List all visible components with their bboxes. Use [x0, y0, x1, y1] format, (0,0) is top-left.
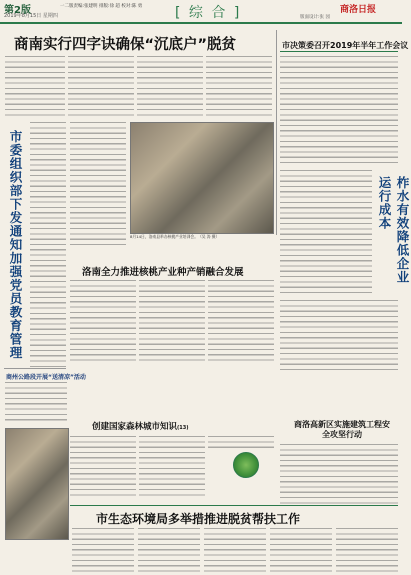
headline-a4: 柞水有效降低企业运行成本 — [377, 176, 410, 284]
body-a1-col1 — [5, 56, 65, 116]
bottom-divider — [70, 505, 398, 506]
body-a5-col2 — [139, 280, 205, 365]
body-a7-col2 — [139, 436, 205, 498]
body-a3-col2 — [70, 122, 126, 247]
body-a9-col1 — [72, 528, 134, 572]
headline-a5: 洛南全力推进核桃产业种产销融合发展 — [82, 267, 244, 278]
issue-date: 2019年8月15日 星期四 — [4, 13, 58, 19]
column-divider — [276, 30, 277, 235]
body-a4-col2 — [280, 300, 398, 370]
body-a3-col1 — [30, 122, 66, 367]
forest-city-logo — [233, 452, 259, 478]
body-a9-col4 — [270, 528, 332, 572]
headline-a2: 市决策委召开2019年半年工作会议 — [282, 41, 409, 50]
headline-a7: 创建国家森林城市知识(13) — [92, 422, 189, 432]
body-a8 — [280, 444, 398, 504]
masthead-logo: 商洛日报 — [340, 5, 377, 15]
section-divider — [4, 368, 66, 369]
section-title: [ 综 合 ] — [175, 5, 242, 21]
body-a9-col2 — [138, 528, 200, 572]
headline-underline — [280, 51, 398, 52]
body-a7-col1 — [70, 436, 136, 498]
headline-a3: 市委组织部下发通知加强党员教育管理 — [8, 130, 23, 360]
body-a1-col3 — [137, 56, 203, 116]
body-a9-col3 — [204, 528, 266, 572]
body-a5-col3 — [208, 280, 274, 365]
body-a2 — [280, 56, 398, 166]
body-a9-col5 — [336, 528, 398, 572]
body-a7-col3 — [208, 436, 274, 450]
headline-a6: 商州公路段开展“送清凉”活动 — [6, 374, 86, 381]
headline-a8: 商洛高新区实施建筑工程安全攻坚行动 — [294, 420, 390, 439]
news-photo — [130, 122, 274, 234]
photo-caption: 8月14日，洛南县举办核桃产业培训会。（吴 涛 摄） — [130, 234, 220, 239]
body-a1-col4 — [206, 56, 272, 116]
headline-a9: 市生态环境局多举措推进脱贫帮扶工作 — [96, 512, 301, 526]
headline-a1: 商南实行四字诀确保“沉底户”脱贫 — [14, 37, 237, 53]
page-number: 第2版 — [4, 5, 31, 16]
layout-credit: 版面设计:张 园 — [300, 15, 330, 20]
editor-credits: 一二版责编:张建明 排版:徐 超 校对:陈 勇 — [60, 4, 143, 9]
body-a4-col1 — [280, 170, 372, 295]
bottom-photo — [5, 428, 69, 540]
body-a5-col1 — [70, 280, 136, 365]
body-a1-col2 — [68, 56, 134, 116]
body-a6 — [5, 382, 67, 422]
